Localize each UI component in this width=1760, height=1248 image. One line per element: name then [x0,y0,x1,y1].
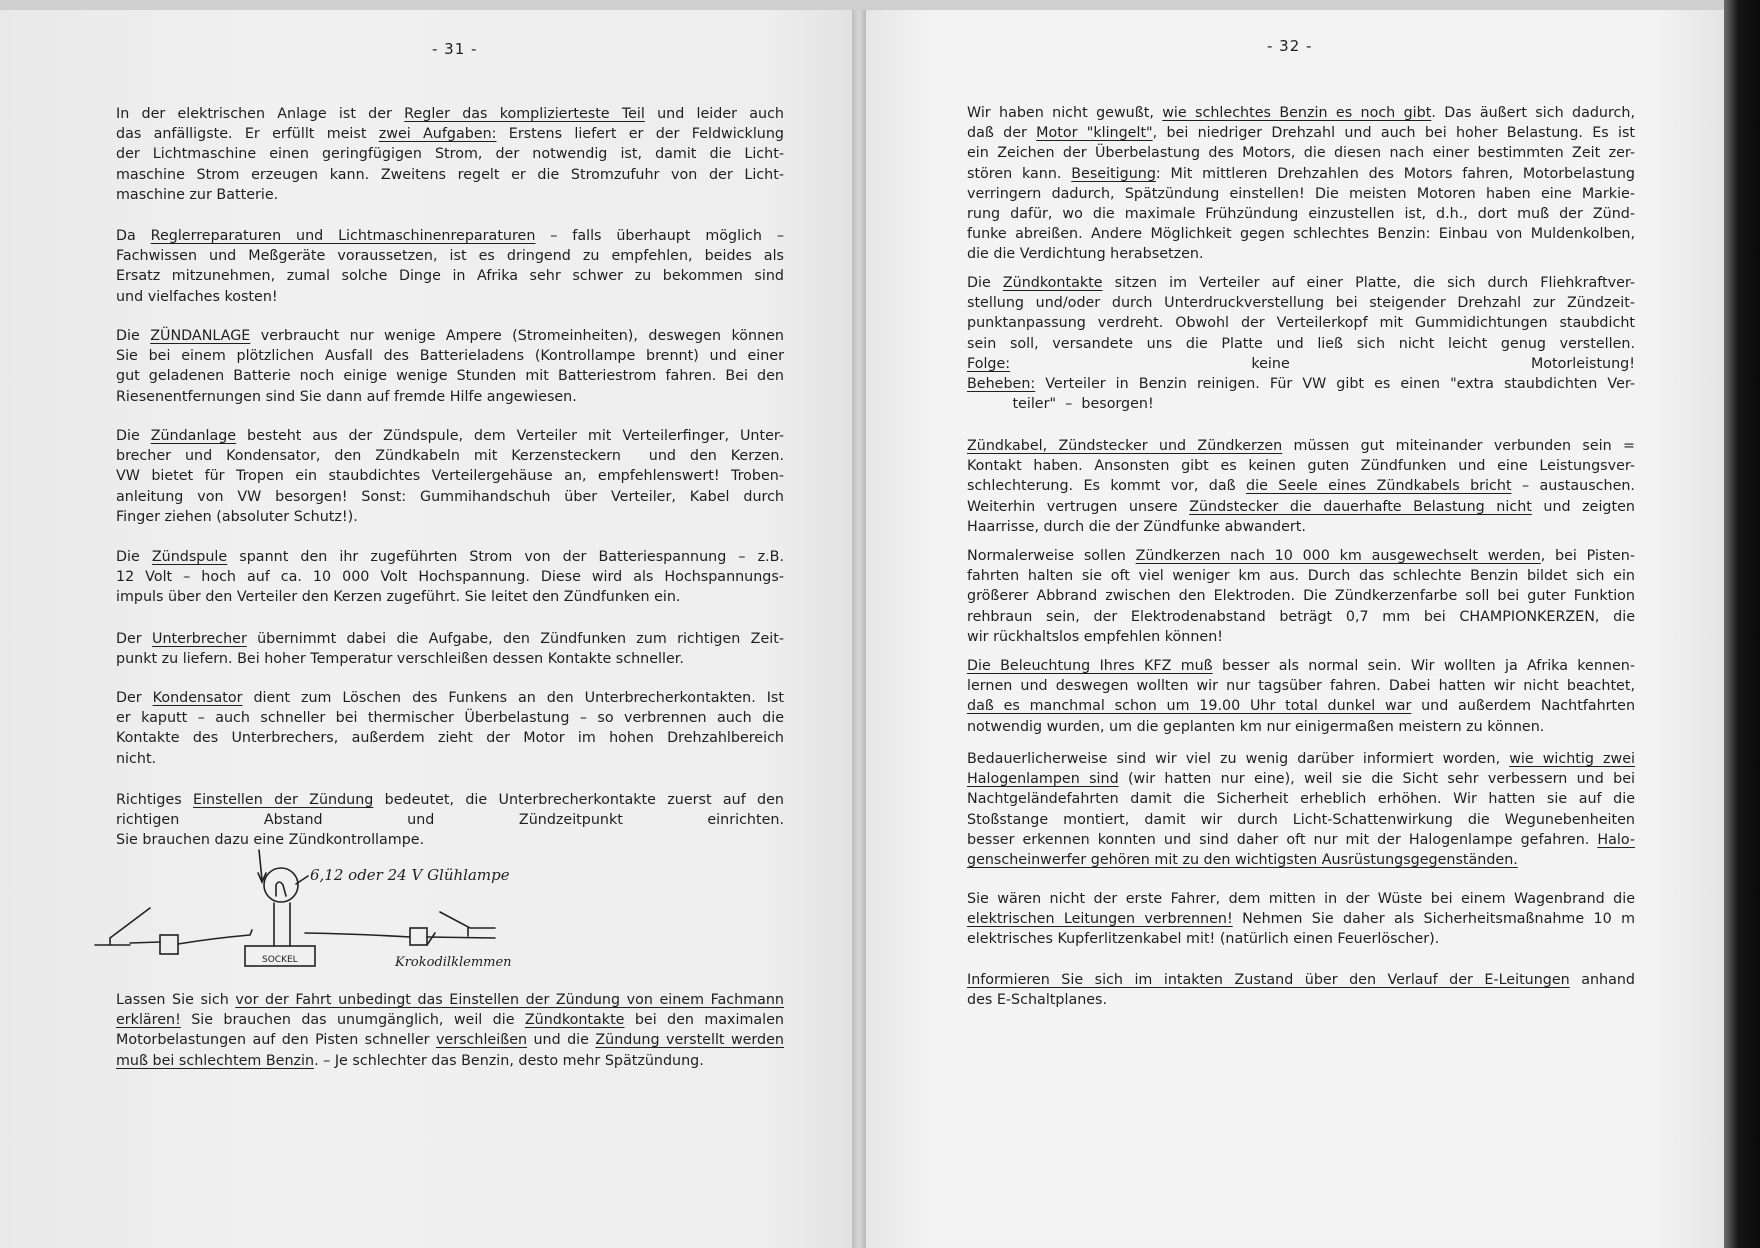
text-segment: , bei niedriger Drehzahl und auch bei hoher Belastung. Es ist [1152,125,1635,142]
underlined-text: ZÜNDANLAGE [150,328,251,344]
text-segment: Stoßstange montiert, damit wir durch Licht-Schattenwirkung die Wegunebenheiten [967,811,1635,828]
text-segment: dient zum Löschen des Funkens an den Unterbrecherkontakten. Ist [242,690,784,706]
right-connector-icon [410,928,427,945]
text-line [116,366,784,386]
text-segment: sitzen im Verteiler auf einer Platte, die sich durch Fliehkraftver- [1102,275,1635,291]
text-segment: Die [116,328,151,344]
text-line [116,790,784,810]
paragraph [116,326,784,407]
text-segment: 12 Volt – hoch auf ca. 10 000 Volt Hochspannung. Diese wird als Hochspannungs- [116,569,784,586]
text-segment: impuls über den Verteiler den Kerzen zugeführt. Sie leitet den Zündfunken ein. [116,589,681,606]
text-segment: : Mit mittleren Drehzahlen des Motors fahren, Motorbelastung [1155,165,1635,182]
paragraph [967,103,1635,265]
socket-label: SOCKEL [262,955,298,965]
text-segment: maschine zur Batterie. [116,186,279,203]
text-line [967,224,1635,244]
text-line [967,273,1635,293]
text-line [967,696,1635,716]
text-line [116,728,784,748]
text-line [967,293,1635,313]
underlined-text: Zündanlage [150,428,237,444]
text-segment: elektrisches Kupferlitzenkabel mit! (natürlich einen Feuerlöscher). [967,931,1440,948]
text-segment: . – Je schlechter das Benzin, desto mehr Spätzündung. [314,1052,704,1069]
text-segment: anhand [1569,972,1636,988]
text-line [116,990,784,1010]
text-line [967,334,1635,354]
text-segment: (wir hatten nur eine), weil sie die Sicht sehr verbessern und bei [1118,771,1635,788]
paragraph [116,688,784,769]
page-number-right: - 32 - [1267,37,1313,55]
text-segment: stellung und/oder durch Unterdruckverstellung bei steigender Drehzahl zur Zündzeit- [967,295,1635,312]
text-line [967,627,1635,647]
text-line [967,749,1635,769]
paragraph [967,546,1635,647]
text-line [967,909,1635,929]
text-line [967,184,1635,204]
text-segment: besser als normal sein. Wir wollten ja Afrika kennen- [1212,658,1635,674]
text-segment: Wir haben nicht gewußt, [967,105,1163,121]
text-line [116,810,784,830]
paragraph [967,273,1635,414]
text-segment: Sie brauchen das unumgänglich, weil die [180,1012,525,1029]
text-segment: Richtiges [116,792,194,808]
underlined-text: Folge: [967,355,1011,372]
text-line [967,476,1635,496]
text-segment: Haarrisse, durch die der Zündfunke abwandert. [967,518,1306,535]
text-segment: Sie bei einem plötzlichen Ausfall des Batterieladens (Kontrollampe brennt) und einer [116,348,784,365]
underlined-text: verschleißen [435,1032,528,1049]
text-line [116,165,784,185]
paragraph [116,629,784,669]
paragraph [116,226,784,307]
text-segment: In der elektrischen Anlage ist der [116,106,405,122]
text-line [967,143,1635,163]
text-line [967,676,1635,696]
underlined-text: die Seele eines Zündkabels bricht [1246,478,1512,495]
text-segment: daß der [967,125,1037,142]
text-segment: Fachwissen und Meßgeräte voraussetzen, ist es dringend zu empfehlen, beides als [116,248,784,265]
paragraph [967,889,1635,950]
paragraph [116,990,784,1071]
text-segment: ein Zeichen der Überbelastung des Motors, die diesen nach einer bestimmten Zeit zer- [967,145,1635,162]
underlined-text: elektrischen Leitungen verbrennen! [967,911,1233,928]
text-line [116,185,784,205]
underlined-text: Halogenlampen sind [967,771,1119,788]
underlined-text: Regler das komplizierteste Teil [404,106,645,122]
text-segment: fahrten halten sie oft viel weniger km aus. Durch das schlechte Benzin bildet sich ein [967,568,1635,585]
text-line [116,1010,784,1030]
text-line [967,354,1635,374]
text-line [967,990,1635,1010]
text-segment: und außerdem Nachtfahrten [1411,698,1636,715]
text-line [116,507,784,527]
text-line [116,346,784,366]
text-line [116,567,784,587]
text-segment: Die [116,428,151,444]
book-gutter [852,10,866,1248]
text-line [967,850,1635,870]
text-segment: und zeigten [1531,498,1635,515]
text-segment: verringern dadurch, Spätzündung einstellen! Die meisten Motoren haben eine Markie- [967,185,1635,202]
text-segment: lernen und deswegen wollten wir nur tagsüber fahren. Dabei hatten wir nicht beachtet, [967,678,1635,695]
text-line [116,144,784,164]
text-line [967,204,1635,224]
text-line [116,326,784,346]
text-line [116,266,784,286]
text-line [116,547,784,567]
text-segment: Normalerweise sollen [967,548,1136,564]
text-line [967,717,1635,737]
underlined-text: daß es manchmal schon um 19.00 Uhr total dunkel war [967,698,1412,715]
text-segment: übernimmt dabei die Aufgabe, den Zündfunken zum richtigen Zeit- [246,631,784,647]
text-line [967,123,1635,143]
text-line [967,456,1635,476]
text-segment: Die [967,275,1003,291]
text-segment: Lassen Sie sich [116,992,236,1008]
text-line [116,629,784,649]
scan-edge [1724,0,1760,1248]
right-clamp-icon [440,912,495,936]
paragraph [967,749,1635,870]
underlined-text: wie wichtig zwei [1509,751,1635,767]
paragraph [967,970,1635,1010]
underlined-text: genscheinwerfer gehören mit zu den wichtigsten Ausrüstungsgegenständen. [967,852,1518,869]
text-line [967,929,1635,949]
text-segment: Sie brauchen dazu eine Zündkontrollampe. [116,832,425,849]
paragraph [967,436,1635,537]
text-segment: müssen gut miteinander verbunden sein = [1282,438,1635,454]
text-segment: Nachtgeländefahrten damit die Sicherheit erheblich erhöhen. Wir hatten sie auf die [967,791,1635,808]
text-segment: – austauschen. [1511,478,1635,495]
text-segment: verbraucht nur wenige Ampere (Stromeinheiten), deswegen können [250,328,784,344]
text-segment: rehbraun sein, der Elektrodenabstand beträgt 0,7 mm bei CHAMPIONKERZEN, die [967,608,1635,625]
text-segment: Die [116,549,152,565]
text-line [116,226,784,246]
text-line [967,436,1635,456]
text-line [967,164,1635,184]
text-segment: Verteiler in Benzin reinigen. Für VW gibt es einen "extra staubdichten Ver- [1035,376,1635,393]
text-segment: Motorbelastungen auf den Pisten schneller [116,1032,436,1049]
text-line [967,830,1635,850]
left-connector-icon [160,935,178,954]
text-line [116,708,784,728]
text-line [116,246,784,266]
text-line [967,313,1635,333]
text-segment: schlechterung. Es kommt vor, daß [967,478,1247,495]
text-segment: Da [116,228,151,244]
ignition-test-lamp-sketch [90,840,650,990]
text-segment: Weiterhin vertrugen unsere [967,498,1190,515]
left-clamp-icon [95,908,150,945]
text-segment: Kontakte des Unterbrechers, außerdem zieht der Motor im hohen Drehzahlbereich [116,730,784,747]
text-line [116,688,784,708]
text-segment: besteht aus der Zündspule, dem Verteiler mit Verteilerfinger, Unter- [236,428,784,444]
text-segment: VW bietet für Tropen ein staubdichtes Verteilergehäuse an, empfehlenswert! Troben- [116,468,784,485]
text-line [116,1051,784,1071]
text-line [116,446,784,466]
paragraph [116,426,784,527]
paragraph [967,656,1635,737]
underlined-text: erklären! [116,1012,181,1029]
arrow-icon [258,850,266,882]
underlined-text: Einstellen der Zündung [193,792,374,808]
text-segment: die die Verdichtung herabsetzen. [967,246,1204,263]
text-segment: notwendig wurden, um die geplanten km nur einigermaßen meistern zu können. [967,718,1545,735]
text-segment: das anfälligste. Er erfüllt meist [116,126,379,143]
text-segment: Finger ziehen (absoluter Schutz!). [116,508,358,525]
text-line [116,287,784,307]
underlined-text: Zündkerzen nach 10 000 km ausgewechselt werden [1135,548,1541,564]
underlined-text: Motor "klingelt" [1036,125,1153,142]
text-segment: spannt den ihr zugeführten Strom von der Batteriespannung – z.B. [227,549,784,565]
underlined-text: Reglerreparaturen und Lichtmaschinenreparaturen [150,228,536,244]
text-segment: besser erkennen konnten und sind daher oft nur mit der Halogenlampe gefahren. [967,831,1598,848]
text-line [116,124,784,144]
text-segment: bedeutet, die Unterbrecherkontakte zuerst auf den [373,792,784,808]
text-line [967,810,1635,830]
text-line [967,497,1635,517]
text-segment: keine Motorleistung! [1010,355,1635,372]
text-segment: Der [116,690,153,706]
text-line [967,970,1635,990]
text-segment: gut geladenen Batterie noch einige wenige Stunden mit Batteriestrom fahren. Bei den [116,368,784,385]
underlined-text: vor der Fahrt unbedingt das Einstellen der Zündung von einem Fachmann [235,992,784,1008]
text-segment: punkt zu liefern. Bei hoher Temperatur verschleißen dessen Kontakte schneller. [116,651,684,668]
text-segment: Der [116,631,152,647]
text-segment: größerer Abbrand zwischen den Elektroden. Die Zündkerzenfarbe soll bei guter Funktion [967,588,1635,605]
text-line [116,104,784,124]
text-segment: . Das äußert sich dadurch, [1431,105,1635,121]
lamp-label: 6,12 oder 24 V Glühlampe [310,866,510,884]
text-line [967,607,1635,627]
text-segment: maschine Strom erzeugen kann. Zweitens regelt er die Stromzufuhr von der Licht- [116,166,784,183]
text-line [967,244,1635,264]
text-segment: Erstens liefert er der Feldwicklung [496,126,784,143]
text-segment: des E-Schaltplanes. [967,992,1108,1009]
text-segment: Ersatz mitzunehmen, zumal solche Dinge in Afrika sehr schwer zu bekommen sind [116,268,784,285]
text-segment: teiler" – besorgen! [967,396,1154,413]
underlined-text: Die Beleuchtung Ihres KFZ muß [967,658,1213,674]
text-line [967,586,1635,606]
text-line [116,466,784,486]
text-line [116,487,784,507]
text-line [967,374,1635,394]
text-line [967,889,1635,909]
underlined-text: muß bei schlechtem Benzin [116,1052,315,1069]
underlined-text: Informieren Sie sich im intakten Zustand über den Verlauf der E-Leitungen [967,972,1570,988]
underlined-text: Beseitigung [1071,165,1156,182]
text-segment: der Lichtmaschine einen geringfügigen Strom, der notwendig ist, damit die Licht- [116,146,784,163]
text-segment: stören kann. [967,165,1072,182]
underlined-text: Kondensator [152,690,243,706]
text-line [967,103,1635,123]
text-segment: Sie wären nicht der erste Fahrer, dem mitten in der Wüste bei einem Wagenbrand die [967,891,1635,907]
underlined-text: Unterbrecher [151,631,247,647]
underlined-text: zwei Aufgaben: [378,126,497,143]
text-segment: und leider auch [644,106,784,122]
text-line [967,546,1635,566]
text-segment: anleitung von VW besorgen! Sonst: Gummihandschuh über Verteiler, Kabel durch [116,488,784,505]
text-segment: , bei Pisten- [1540,548,1636,564]
underlined-text: Halo- [1597,831,1635,848]
text-line [967,394,1635,414]
underlined-text: Zündkontakte [524,1012,625,1029]
text-segment: Nehmen Sie daher als Sicherheitsmaßnahme 10 m [1232,911,1635,928]
text-segment: Kontakt haben. Ansonsten gibt es keinen guten Zündfunken und eine Leistungsver- [967,458,1635,475]
page-number-left: - 31 - [432,40,478,58]
text-line [967,656,1635,676]
text-segment: Bedauerlicherweise sind wir viel zu wenig darüber informiert worden, [967,751,1510,767]
bulb-icon [264,868,298,902]
text-line [116,649,784,669]
text-line [967,566,1635,586]
underlined-text: Beheben: [967,376,1036,393]
text-line [116,1030,784,1050]
text-segment: brecher und Kondensator, den Zündkabeln mit Kerzensteckern und den Kerzen. [116,448,784,465]
text-line [967,769,1635,789]
underlined-text: Zündkabel, Zündstecker und Zündkerzen [967,438,1283,454]
paragraph [116,104,784,205]
text-line [116,387,784,407]
text-line [116,426,784,446]
text-line [116,749,784,769]
text-segment: funke abreißen. Andere Möglichkeit gegen schlechtes Benzin: Einbau von Muldenkolben, [967,226,1635,243]
clamp-label: Krokodilklemmen [395,955,512,970]
text-segment: bei den maximalen [624,1012,784,1029]
underlined-text: Zündung verstellt werden [595,1032,784,1049]
text-segment: punktanpassung verdreht. Obwohl der Verteilerkopf mit Gummidichtungen staubdicht [967,315,1635,332]
text-line [967,517,1635,537]
text-segment: und die [527,1032,596,1049]
text-segment: rung dafür, wo die maximale Frühzündung einzustellen ist, d.h., dort muß der Zünd- [967,206,1635,223]
underlined-text: Zündspule [151,549,228,565]
text-segment: wir rückhaltslos empfehlen können! [967,628,1224,645]
underlined-text: wie schlechtes Benzin es noch gibt [1162,105,1432,121]
underlined-text: Zündstecker die dauerhafte Belastung nicht [1189,498,1532,515]
text-segment: nicht. [116,750,157,767]
text-segment: Riesenentfernungen sind Sie dann auf fremde Hilfe angewiesen. [116,388,577,405]
text-segment: richtigen Abstand und Zündzeitpunkt einrichten. [116,812,784,829]
text-line [116,587,784,607]
text-line [967,789,1635,809]
text-segment: und vielfaches kosten! [116,288,278,305]
text-segment: er kaputt – auch schneller bei thermischer Überbelastung – so verbrennen auch die [116,710,784,727]
text-segment: – falls überhaupt möglich – [535,228,784,244]
paragraph [116,547,784,608]
underlined-text: Zündkontakte [1002,275,1103,291]
text-segment: sein soll, versandete uns die Platte und ließ sich nicht leicht genug verstellen. [967,335,1635,352]
